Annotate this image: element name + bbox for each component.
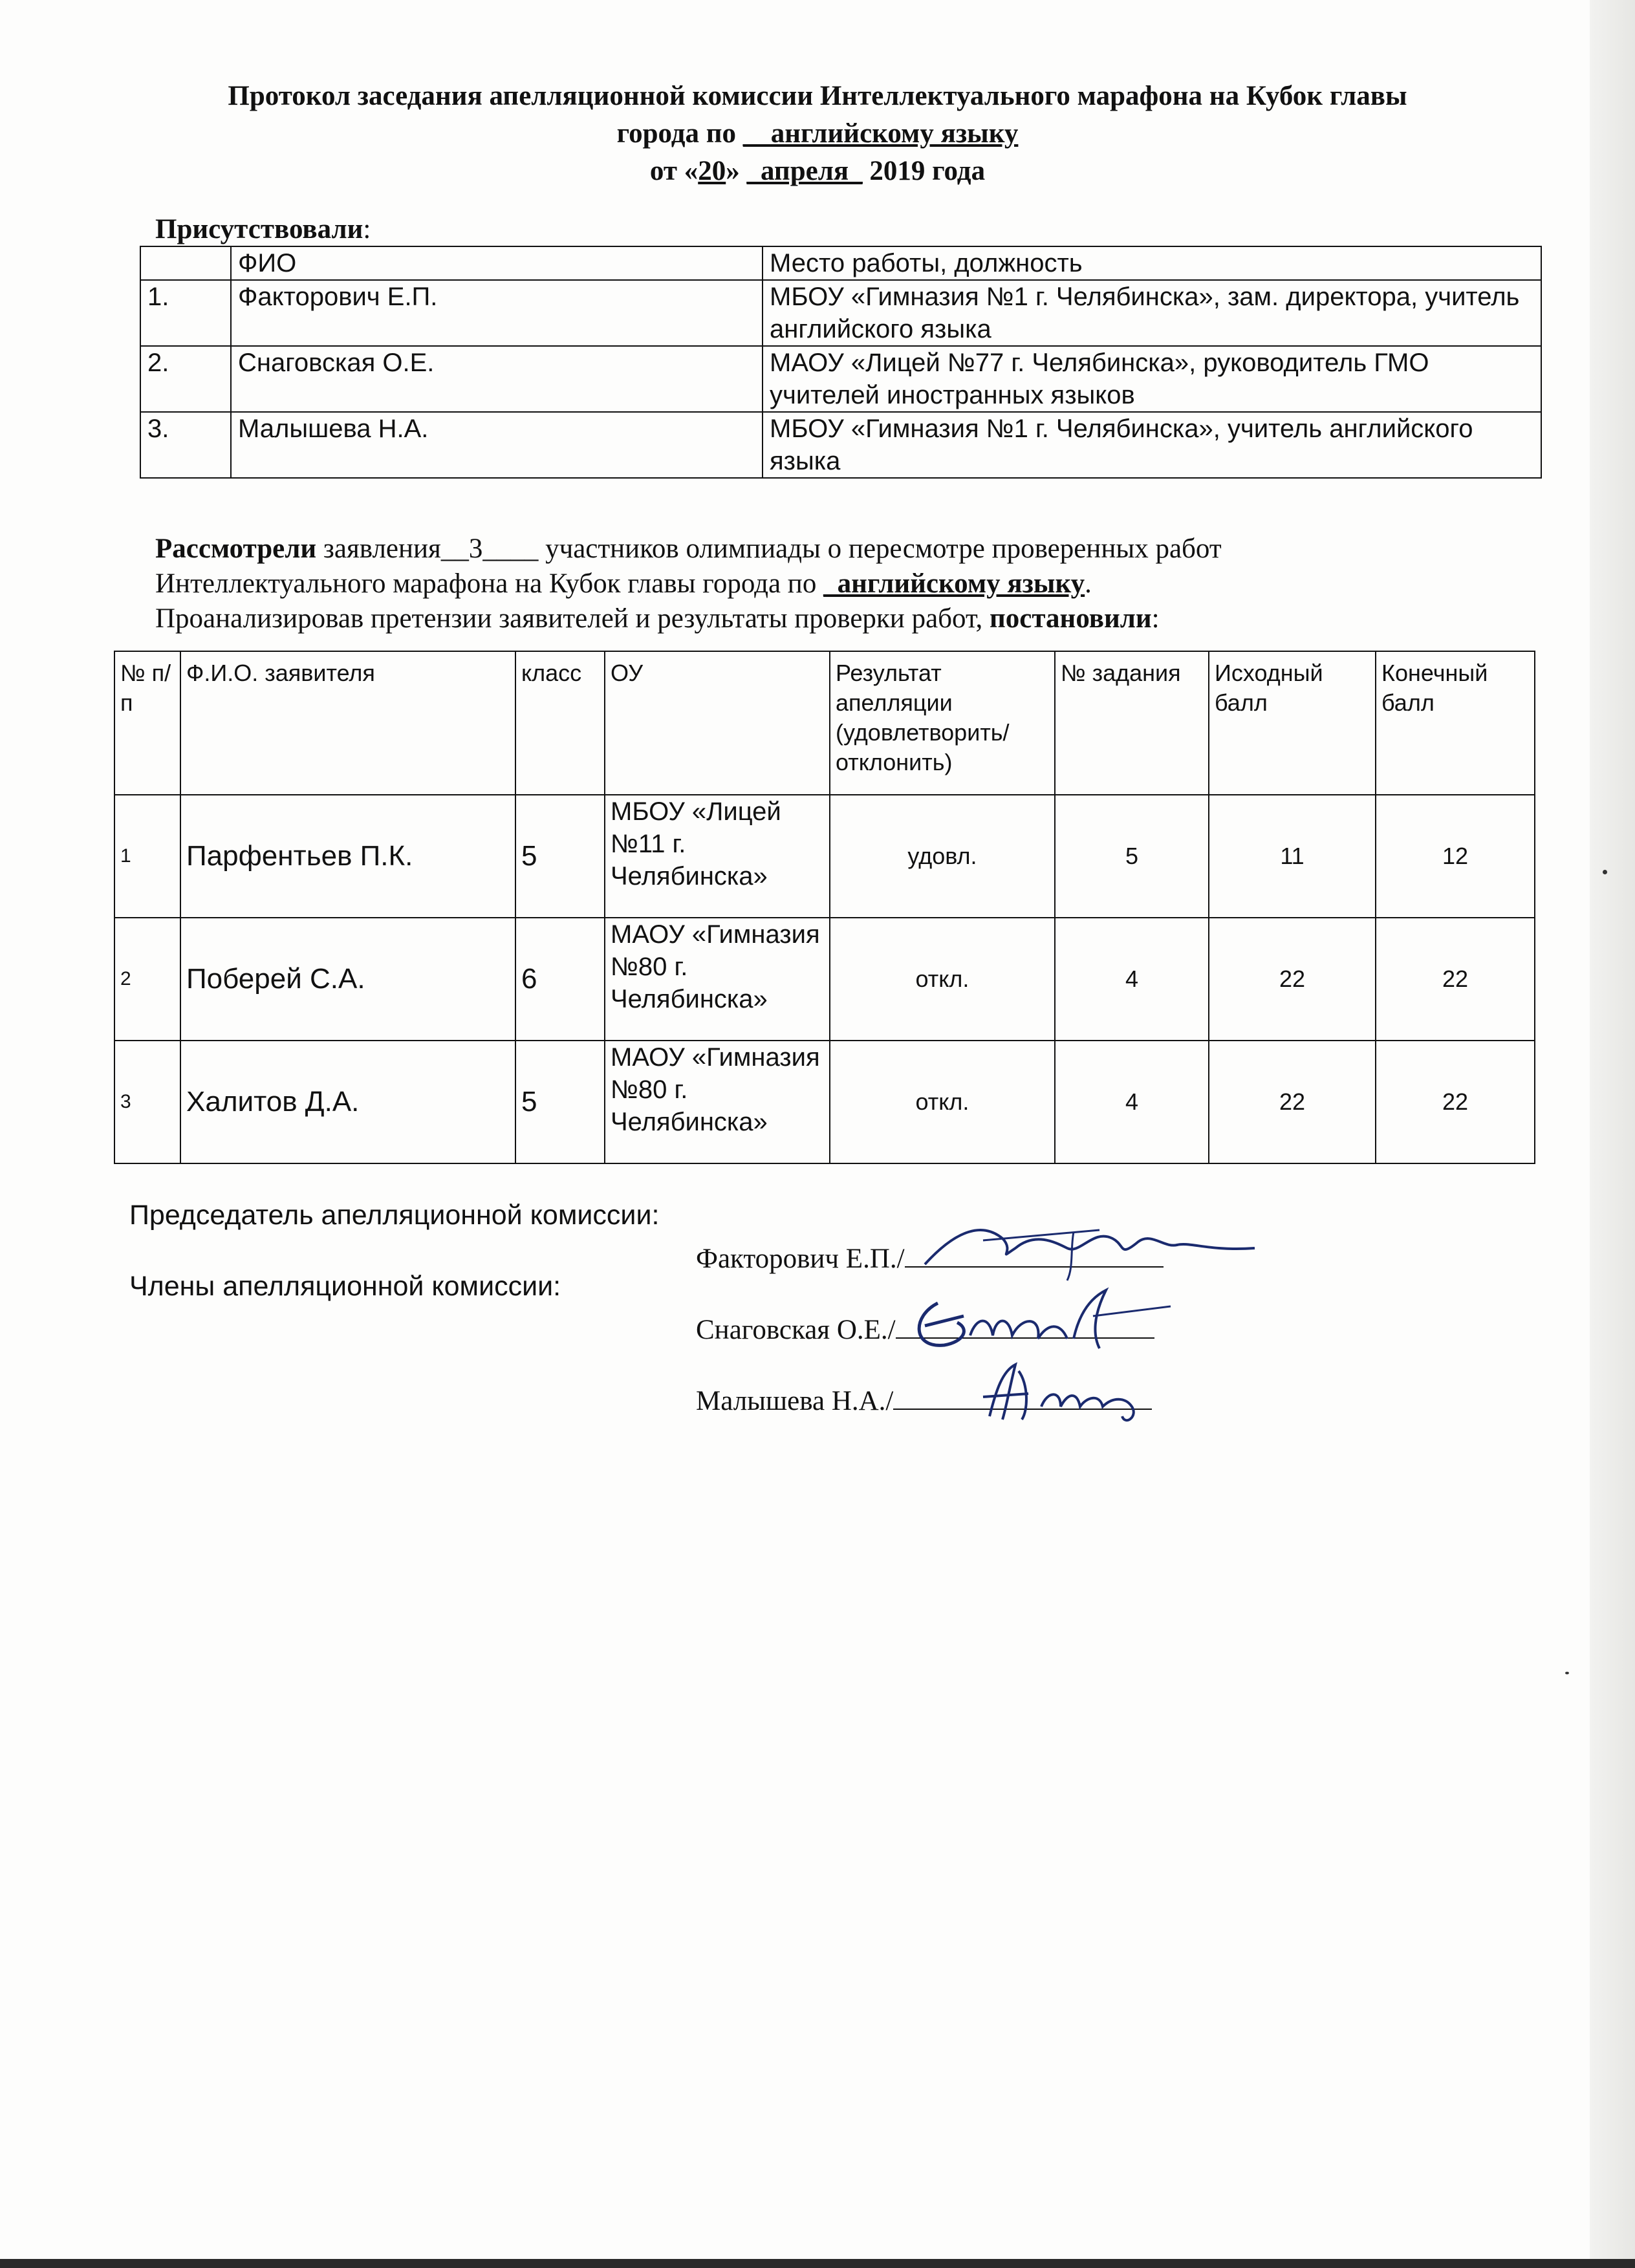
considered-paragraph [155, 532, 1513, 636]
row-number: 1 [114, 795, 180, 918]
column-header: класс [515, 651, 605, 795]
attendee-work: МБОУ «Гимназия №1 г. Челябинска», зам. директора, учитель английского языка [763, 280, 1541, 346]
date-day: 20 [698, 156, 726, 186]
column-header: Исходный балл [1209, 651, 1376, 795]
row-number: 1. [140, 280, 231, 346]
initial-score: 22 [1209, 1041, 1376, 1163]
column-header: ФИО [231, 246, 763, 280]
attendee-work: МАОУ «Лицей №77 г. Челябинска», руководитель ГМО учителей иностранных языков [763, 346, 1541, 412]
table-row [114, 1041, 1535, 1163]
title-line-1: Протокол заседания апелляционной комиссии Интеллектуального марафона на Кубок главы [228, 81, 1407, 111]
applicant-name: Парфентьев П.К. [180, 795, 515, 918]
task-number: 4 [1055, 1041, 1209, 1163]
initial-score: 22 [1209, 918, 1376, 1041]
table-header-row [114, 651, 1535, 795]
column-header: № задания [1055, 651, 1209, 795]
school: МАОУ «Гимназия №80 г. Челябинска» [605, 918, 830, 1041]
row-number: 3. [140, 412, 231, 478]
grade: 6 [515, 918, 605, 1041]
chair-label: Председатель апелляционной комиссии: [129, 1200, 660, 1231]
column-header: ОУ [605, 651, 830, 795]
member2-signature [957, 1345, 1164, 1429]
considered-line-1: Рассмотрели заявления__3____ участников олимпиады о пересмотре проверенных работ [155, 534, 1222, 564]
table-header-row [140, 246, 1541, 280]
considered-line-3: Проанализировав претензии заявителей и результаты проверки работ, постановили: [155, 603, 1160, 634]
column-header: Конечный балл [1376, 651, 1535, 795]
column-header: Ф.И.О. заявителя [180, 651, 515, 795]
school: МБОУ «Лицей №11 г. Челябинска» [605, 795, 830, 918]
applicant-name: Халитов Д.А. [180, 1041, 515, 1163]
chair-signature [905, 1203, 1268, 1287]
attendees-table [140, 246, 1542, 479]
scan-bottom-edge [0, 2259, 1635, 2268]
title-line-3: от «20» _апреля_ 2019 года [649, 156, 986, 186]
row-number: 2. [140, 346, 231, 412]
table-row [140, 280, 1541, 346]
table-row [114, 795, 1535, 918]
school: МАОУ «Гимназия №80 г. Челябинска» [605, 1041, 830, 1163]
appeal-result: откл. [830, 918, 1055, 1041]
table-row [140, 412, 1541, 478]
initial-score: 11 [1209, 795, 1376, 918]
scan-speck [1565, 1672, 1569, 1674]
final-score: 22 [1376, 918, 1535, 1041]
appeal-result: удовл. [830, 795, 1055, 918]
attendee-work: МБОУ «Гимназия №1 г. Челябинска», учитель английского языка [763, 412, 1541, 478]
present-label: Присутствовали: [155, 214, 371, 244]
scan-speck [1603, 870, 1607, 874]
attendee-name: Снаговская О.Е. [231, 346, 763, 412]
row-number: 2 [114, 918, 180, 1041]
table-row [140, 346, 1541, 412]
final-score: 22 [1376, 1041, 1535, 1163]
grade: 5 [515, 795, 605, 918]
column-header: Результат апелляции (удовлетворить/ отклонить) [830, 651, 1055, 795]
date-month: _апреля_ [746, 156, 863, 186]
title-line-2: города по __английскому языку [616, 118, 1019, 149]
row-number: 3 [114, 1041, 180, 1163]
column-header: № п/п [114, 651, 180, 795]
task-number: 4 [1055, 918, 1209, 1041]
members-label: Члены апелляционной комиссии: [129, 1271, 561, 1302]
column-header [140, 246, 231, 280]
appeal-result: откл. [830, 1041, 1055, 1163]
considered-line-2: Интеллектуального марафона на Кубок главы города по _английскому языку. [155, 568, 1092, 599]
applicant-name: Поберей С.А. [180, 918, 515, 1041]
attendee-name: Малышева Н.А. [231, 412, 763, 478]
attendee-name: Факторович Е.П. [231, 280, 763, 346]
grade: 5 [515, 1041, 605, 1163]
appeals-table [114, 651, 1535, 1164]
task-number: 5 [1055, 795, 1209, 918]
member2-name: Малышева Н.А./ [696, 1386, 894, 1416]
member1-name: Снаговская О.Е./ [696, 1315, 896, 1345]
document-title [0, 78, 1635, 190]
final-score: 12 [1376, 795, 1535, 918]
table-row [114, 918, 1535, 1041]
subject: __английскому языку [742, 118, 1019, 149]
scan-edge-shadow [1590, 0, 1635, 2268]
column-header: Место работы, должность [763, 246, 1541, 280]
chair-name: Факторович Е.П./ [696, 1244, 905, 1274]
